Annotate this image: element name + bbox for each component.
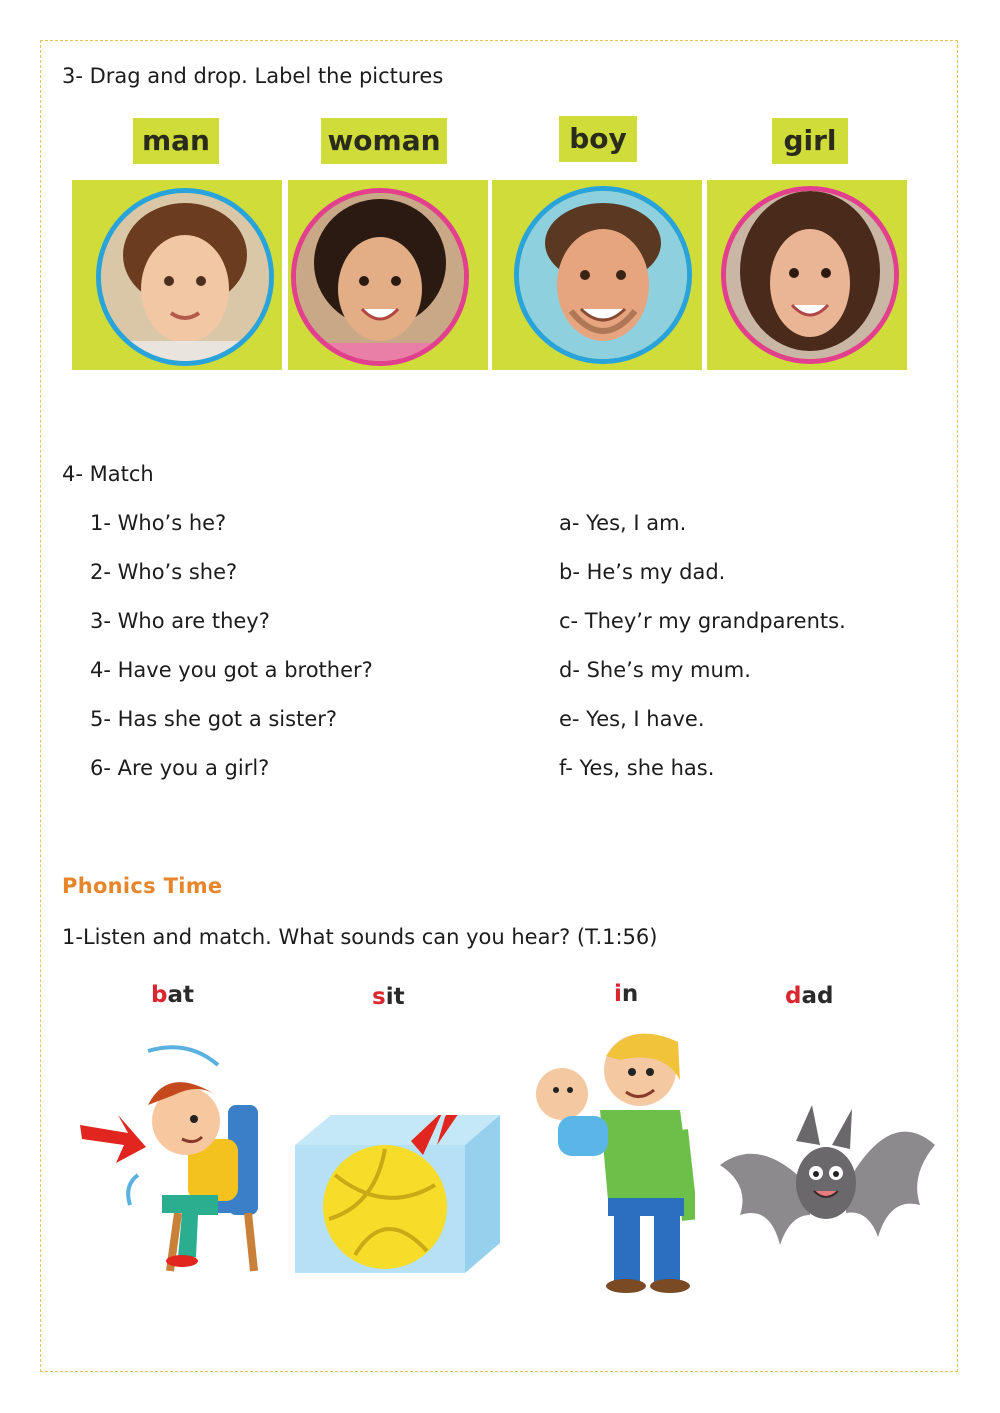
dad-and-baby-illustration[interactable] (530, 1020, 695, 1295)
word-in-first-letter: i (614, 981, 622, 1007)
word-bat-rest: at (167, 982, 194, 1008)
section-3-heading: 3- Drag and drop. Label the pictures (62, 64, 444, 88)
question-4[interactable]: 4- Have you got a brother? (90, 658, 373, 682)
word-sit-rest: it (385, 984, 405, 1010)
bat-illustration[interactable] (720, 1105, 935, 1265)
question-5[interactable]: 5- Has she got a sister? (90, 707, 338, 731)
girl-photo (291, 188, 469, 366)
photo-panel-1[interactable] (72, 180, 282, 370)
question-1[interactable]: 1- Who’s he? (90, 511, 227, 535)
label-boy[interactable]: boy (559, 116, 637, 162)
word-dad-first-letter: d (785, 983, 802, 1009)
photo-panel-4[interactable] (707, 180, 907, 370)
man-photo (514, 186, 692, 364)
question-6[interactable]: 6- Are you a girl? (90, 756, 270, 780)
word-dad[interactable] (785, 983, 833, 1009)
section-4-heading: 4- Match (62, 462, 154, 486)
photo-panel-3[interactable] (492, 180, 702, 370)
word-in-rest: n (621, 981, 639, 1007)
label-woman[interactable]: woman (321, 118, 447, 164)
answer-e[interactable]: e- Yes, I have. (559, 707, 705, 731)
question-2[interactable]: 2- Who’s she? (90, 560, 238, 584)
phonics-title: Phonics Time (62, 874, 223, 898)
question-3[interactable]: 3- Who are they? (90, 609, 270, 633)
word-in[interactable] (614, 981, 638, 1007)
boy-photo (96, 188, 274, 366)
answer-b[interactable]: b- He’s my dad. (559, 560, 726, 584)
photo-panel-2[interactable] (288, 180, 488, 370)
word-sit[interactable] (372, 984, 405, 1010)
word-sit-first-letter: s (372, 984, 386, 1010)
answer-d[interactable]: d- She’s my mum. (559, 658, 751, 682)
boy-sitting-illustration[interactable] (78, 1035, 278, 1275)
word-dad-rest: ad (801, 983, 834, 1009)
answer-f[interactable]: f- Yes, she has. (559, 756, 715, 780)
woman-photo (721, 186, 899, 364)
ball-in-box-illustration[interactable] (295, 1115, 500, 1275)
word-bat-first-letter: b (151, 982, 168, 1008)
word-bat[interactable] (151, 982, 194, 1008)
answer-a[interactable]: a- Yes, I am. (559, 511, 687, 535)
label-girl[interactable]: girl (772, 118, 848, 164)
phonics-instruction: 1-Listen and match. What sounds can you hear? (T.1:56) (62, 925, 658, 949)
label-man[interactable]: man (133, 118, 219, 164)
answer-c[interactable]: c- They’r my grandparents. (559, 609, 846, 633)
